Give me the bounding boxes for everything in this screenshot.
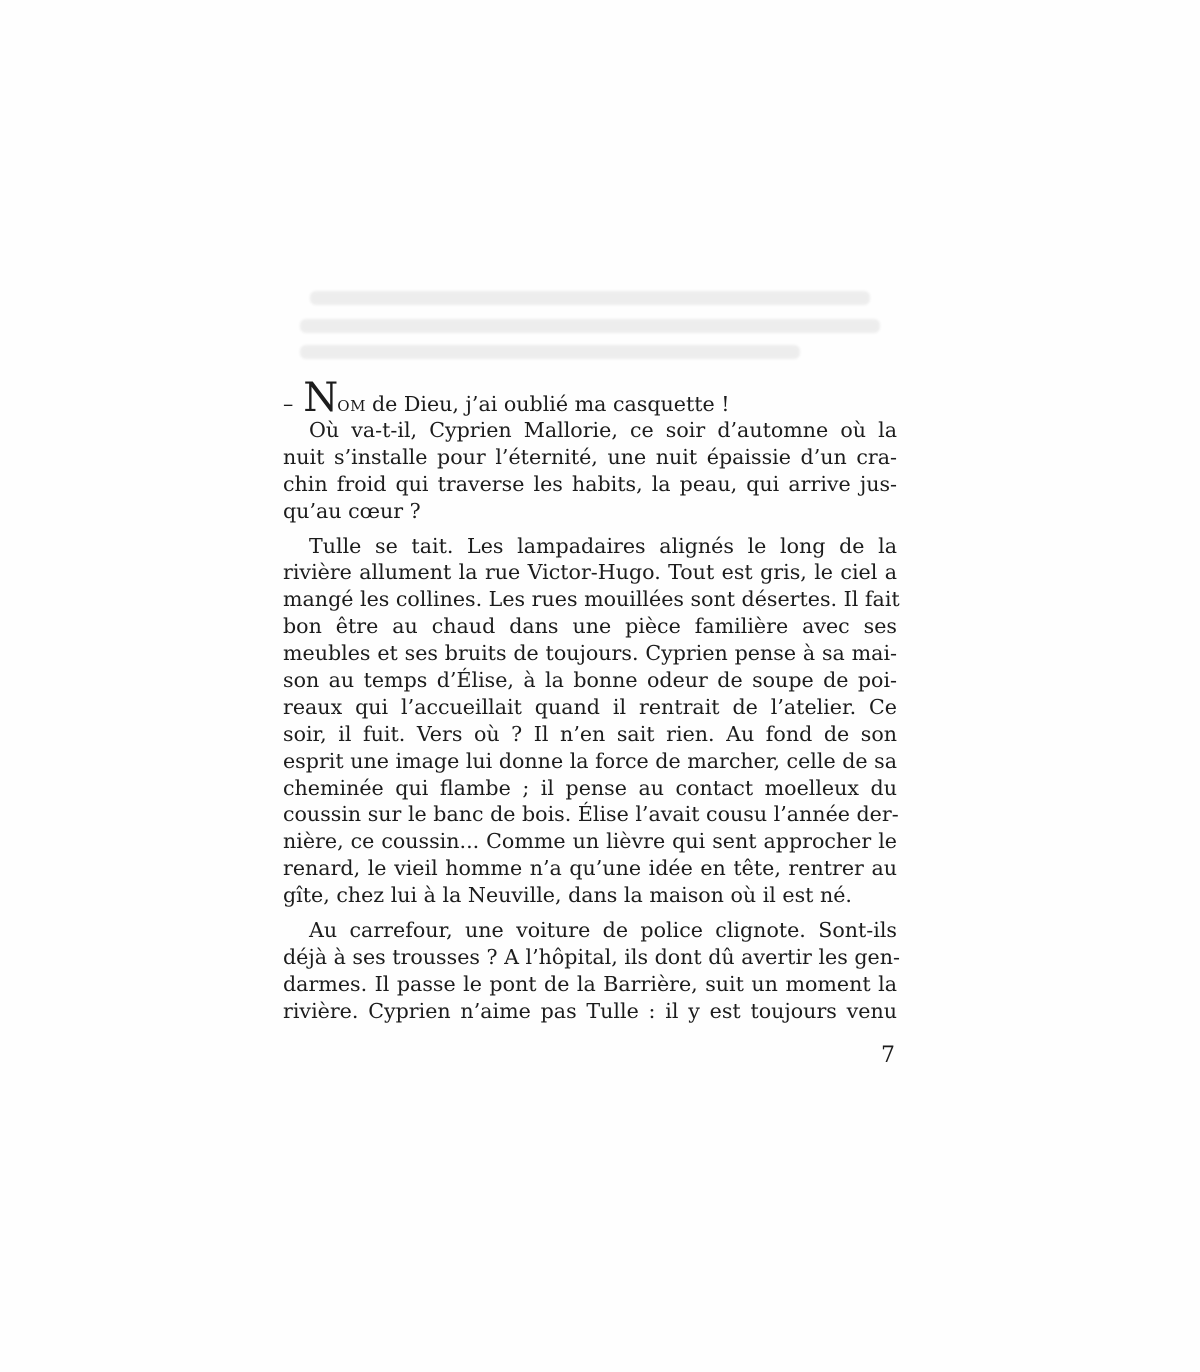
dialogue-dash: – (283, 392, 294, 416)
text-line: reaux qui l’accueillait quand il rentrait de l’atelier. Ce (283, 694, 897, 719)
paragraph-2 (283, 533, 900, 909)
text-line: bon être au chaud dans une pièce familière avec ses (283, 614, 897, 639)
text-line: Au carrefour, une voiture de police clignote. Sont-ils (309, 918, 897, 943)
text-line: nuit s’installe pour l’éternité, une nuit épaissie d’un cra- (283, 444, 897, 469)
body-text (283, 375, 900, 1033)
text-line: coussin sur le banc de bois. Élise l’avait cousu l’année der- (283, 802, 899, 827)
text-line: Où va-t-il, Cyprien Mallorie, ce soir d’automne où la (309, 418, 897, 442)
text-line: mangé les collines. Les rues mouillées sont désertes. Il fait (283, 587, 900, 612)
text-line: rivière. Cyprien n’aime pas Tulle : il y est toujours venu (283, 998, 897, 1023)
text-line: déjà à ses trousses ? A l’hôpital, ils dont dû avertir les gen- (283, 944, 900, 969)
text-line: nière, ce coussin... Comme un lièvre qui sent approcher le (283, 829, 897, 854)
text-line: renard, le vieil homme n’a qu’une idée en tête, rentrer au (283, 856, 897, 881)
text-line: cheminée qui flambe ; il pense au contact moelleux du (283, 775, 897, 800)
show-through-text (300, 285, 900, 375)
page-number: 7 (881, 1043, 895, 1068)
opening-line-text: de Dieu, j’ai oublié ma casquette ! (371, 392, 730, 416)
small-caps-word: OM (337, 397, 366, 415)
text-line: son au temps d’Élise, à la bonne odeur de soupe de poi- (283, 668, 897, 693)
text-line: darmes. Il passe le pont de la Barrière, suit un moment la (283, 971, 897, 996)
paragraph-3 (283, 917, 900, 1025)
text-line: chin froid qui traverse les habits, la peau, qui arrive jus- (283, 471, 897, 496)
drop-cap: N (303, 375, 338, 421)
text-line: meubles et ses bruits de toujours. Cyprien pense à sa mai- (283, 641, 897, 666)
text-line: Tulle se tait. Les lampadaires alignés le long de la (309, 533, 897, 558)
text-line: qu’au cœur ? (283, 498, 421, 523)
text-line: esprit une image lui donne la force de marcher, celle de sa (283, 748, 897, 773)
text-line: gîte, chez lui à la Neuville, dans la maison où il est né. (283, 883, 852, 908)
text-line: soir, il fuit. Vers où ? Il n’en sait rien. Au fond de son (283, 721, 897, 746)
paragraph-1 (283, 417, 897, 525)
opening-line (283, 375, 897, 421)
text-line: rivière allument la rue Victor-Hugo. Tout est gris, le ciel a (283, 560, 897, 585)
